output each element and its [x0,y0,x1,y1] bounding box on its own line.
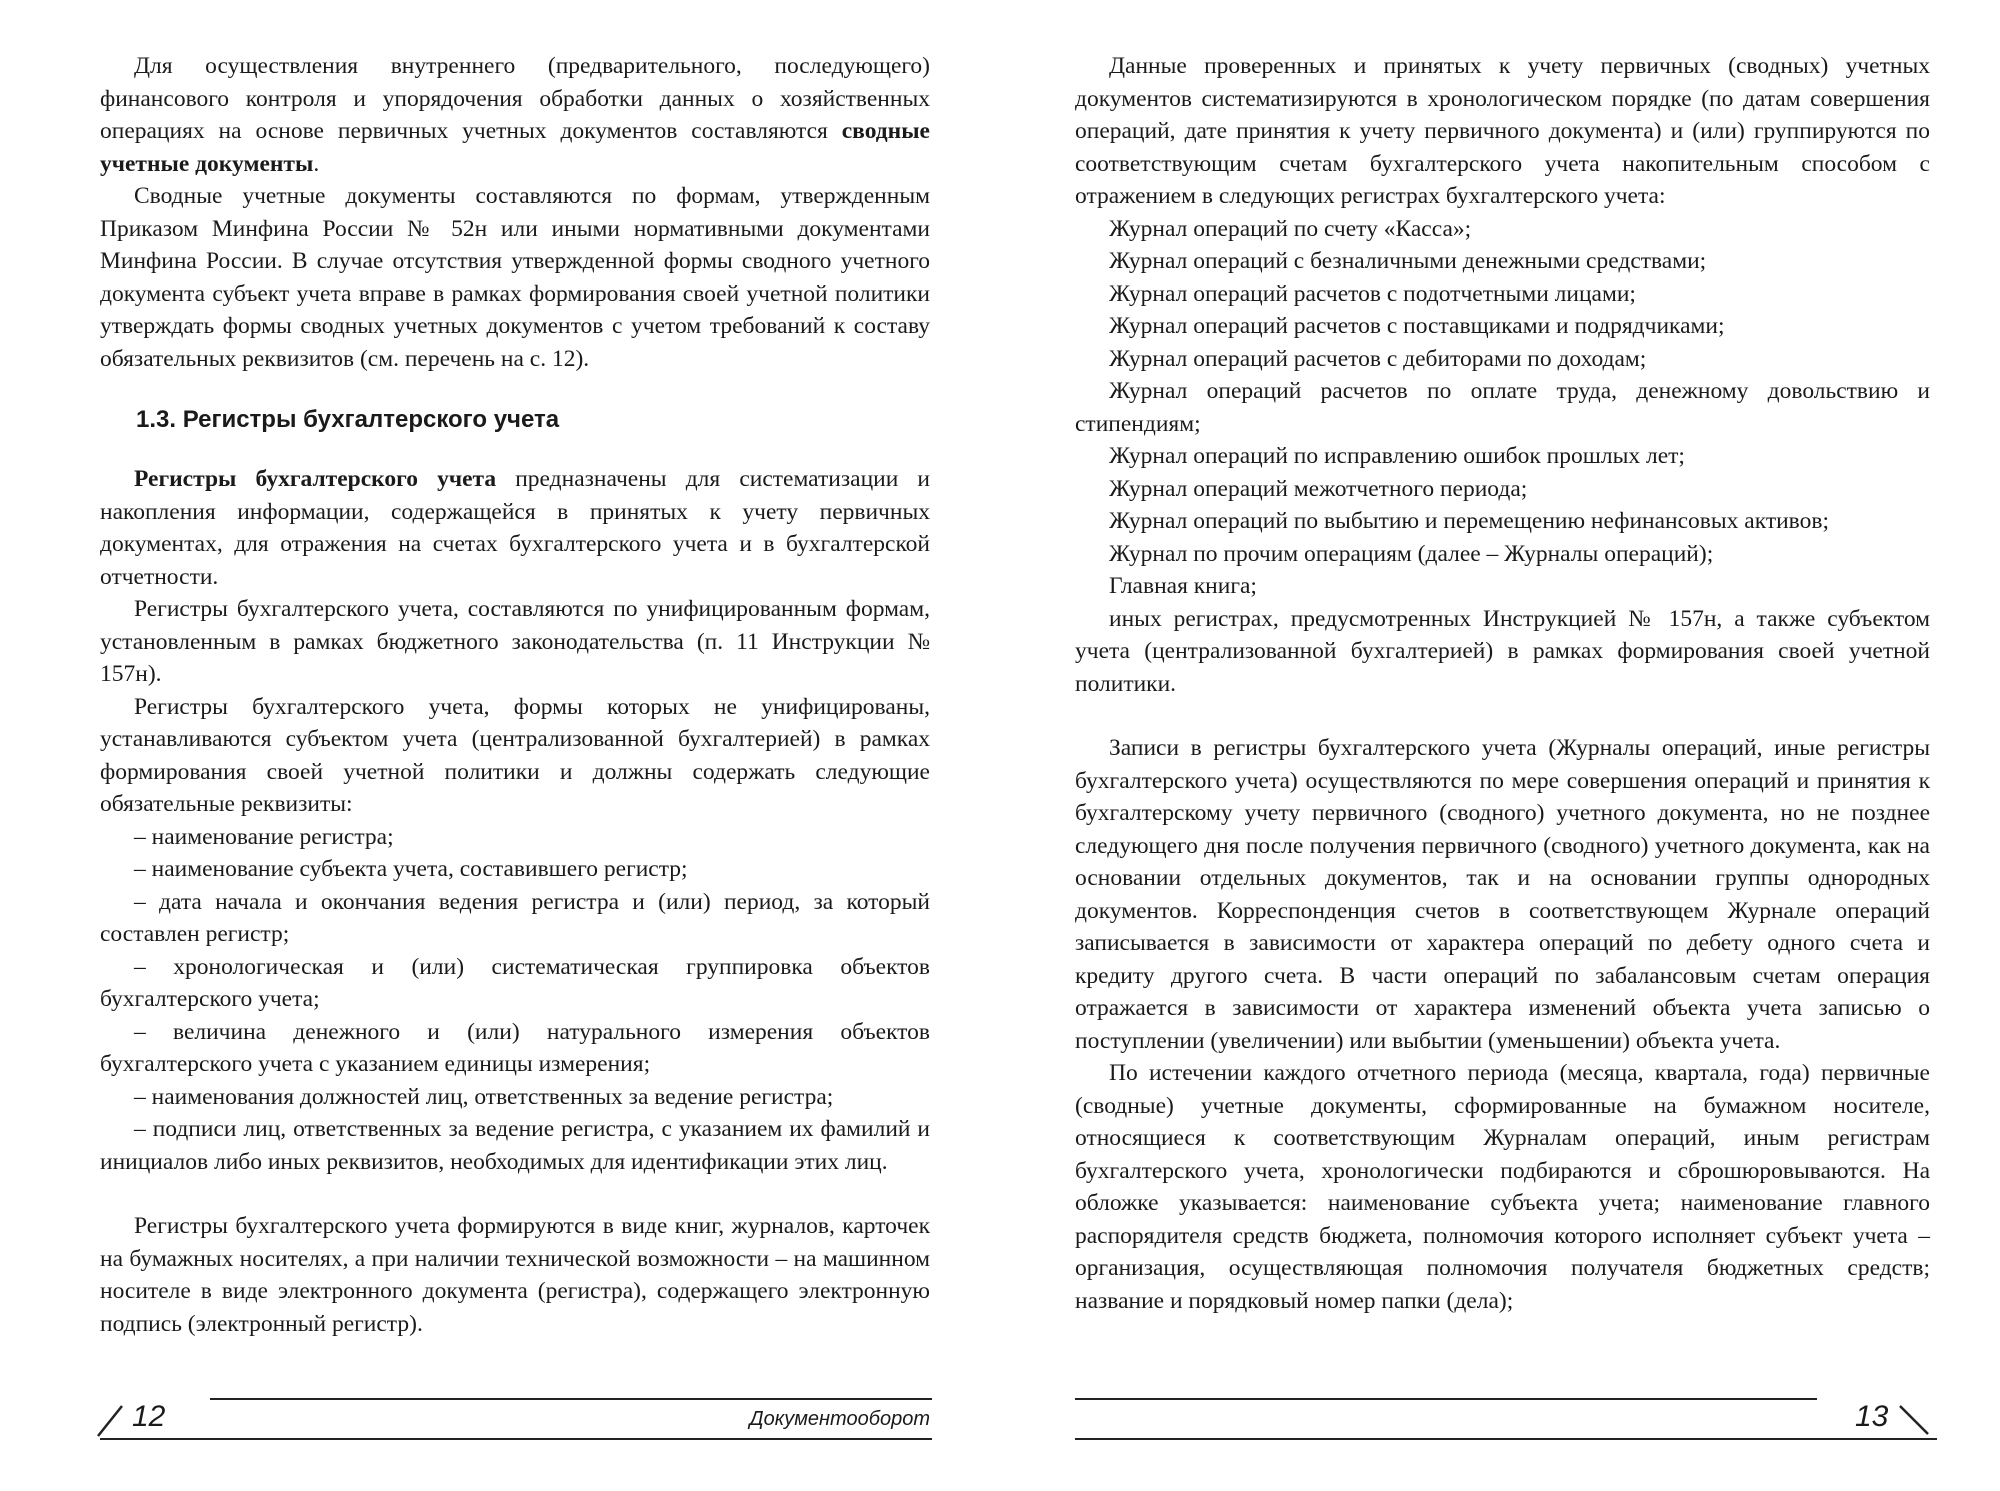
running-footer-title: Документооборот [749,1408,930,1430]
footer-rule [210,1398,932,1400]
list-item: Журнал операций расчетов с дебиторами по доходам; [1109,345,1647,372]
paragraph: По истечении каждого отчетного периода (месяца, квартала, года) первичные (сводные) учетные документы, сформированные на бумажном носителе, относящиеся к соответствующим Журналам операций, иным регистрам бухгалтерского учета, хронологически подбираются и сброшюровываются. На обложке указывается: наименование субъекта учета; наименование главного распорядителя средств бюджета, полномочия которого исполняет субъект учета – организация, осуществляющая полномочия получателя бюджетных средств; название и порядковый номер папки (дела); [1075,1060,1930,1314]
list-item: – наименование регистра; [134,823,394,850]
list-item: Журнал операций по счету «Касса»; [1109,215,1472,242]
list-item: – подписи лиц, ответственных за ведение регистра, с указанием их фамилий и инициалов либо иных реквизитов, необходимых для идентификации этих лиц. [100,1116,930,1175]
paragraph: Регистры бухгалтерского учета предназначены для систематизации и накопления информации, содержащейся в принятых к учету первичных документах, для отражения на счетах бухгалтерского учета и в бухгалтерской отчетности. [100,466,930,590]
list-item: Журнал операций по выбытию и перемещению нефинансовых активов; [1109,508,1829,534]
list-item: Журнал операций расчетов по оплате труда, денежному довольствию и стипендиям; [1075,378,1930,437]
footer-rule [1075,1398,1817,1400]
list-item: Журнал операций расчетов с поставщиками и подрядчиками; [1109,313,1725,339]
page-corner-mark [96,1404,126,1438]
list-item: Журнал операций по исправлению ошибок прошлых лет; [1109,443,1685,469]
paragraph: Записи в регистры бухгалтерского учета (Журналы операций, иные регистры бухгалтерского учета) осуществляются по мере совершения операций и принятия к бухгалтерскому учету первичного (сводного) учетного документа, но не позднее следующего дня после получения первичного (сводного) учетного документа, как на основании отдельных документов, так и на основании группы однородных документов. Корреспонденция счетов в соответствующем Журнале операций записывается в зависимости от характера операций по дебету одного счета и кредиту другого счета. В части операций по забалансовым счетам операция отражается в зависимости от характера изменений объекта учета записью о поступлении (увеличении) или выбытии (уменьшении) объекта учета. [1075,735,1930,1054]
list-item: – величина денежного и (или) натурального измерения объектов бухгалтерского учета с указанием единицы измерения; [100,1018,930,1077]
list-item: – хронологическая и (или) систематическая группировка объектов бухгалтерского учета; [100,953,930,1012]
paragraph: Сводные учетные документы составляются по формам, утвержденным Приказом Минфина России № 52н или иными нормативными документами Минфина России. В случае отсутствия утвержденной формы сводного учетного документа субъект учета вправе в рамках формирования своей учетной политики утверждать формы сводных учетных документов с учетом требований к составу обязательных реквизитов (см. перечень на с. 12). [100,183,930,372]
paragraph: Для осуществления внутреннего (предварительного, последующего) финансового контроля и упорядочения обработки данных о хозяйственных операциях на основе первичных учетных документов составляются сводные учетные документы. [100,53,930,177]
right-page [1075,50,1930,1470]
list-item: – наименования должностей лиц, ответственных за ведение регистра; [134,1083,834,1110]
footer-rule [100,1438,932,1440]
bold-term: сводные учетные документы [100,118,930,177]
paragraph: Регистры бухгалтерского учета, формы которых не унифицированы, устанавливаются субъектом учета (централизованной бухгалтерией) в рамках формирования своей учетной политики и должны содержать следующие обязательные реквизиты: [100,693,930,817]
list-item: Главная книга; [1109,573,1257,599]
list-item: иных регистрах, предусмотренных Инструкцией № 157н, а также субъектом учета (централизованной бухгалтерией) в рамках формирования своей учетной политики. [1075,605,1930,697]
page-number: 13 [1855,1400,1889,1433]
section-heading: 1.3. Регистры бухгалтерского учета [136,406,560,433]
list-item: Журнал операций расчетов с подотчетными лицами; [1109,280,1636,307]
paragraph: Регистры бухгалтерского учета, составляются по унифицированным формам, установленным в рамках бюджетного законодательства (п. 11 Инструкции № 157н). [100,596,930,687]
paragraph: Данные проверенных и принятых к учету первичных (сводных) учетных документов систематизируются в хронологическом порядке (по датам совершения операций, дате принятия к учету первичного документа) и (или) группируются по соответствующим счетам бухгалтерского учета накопительным способом с отражением в следующих регистрах бухгалтерского учета: [1075,53,1930,209]
page-number: 12 [132,1400,166,1433]
list-item: Журнал по прочим операциям (далее – Журналы операций); [1109,540,1714,567]
list-item: Журнал операций межотчетного периода; [1109,475,1528,502]
bold-term: Регистры бухгалтерского учета [134,466,497,492]
footer-rule [1075,1438,1937,1440]
paragraph: Регистры бухгалтерского учета формируются в виде книг, журналов, карточек на бумажных носителях, а при наличии технической возможности – на машинном носителе в виде электронного документа (регистра), содержащего электронную подпись (электронный регистр). [100,1213,930,1337]
list-item: Журнал операций с безналичными денежными средствами; [1109,248,1707,274]
left-page [100,50,930,1470]
list-item: – наименование субъекта учета, составившего регистр; [134,856,688,882]
list-item: – дата начала и окончания ведения регистра и (или) период, за который составлен регистр; [100,888,930,947]
page-corner-mark [1898,1404,1932,1438]
